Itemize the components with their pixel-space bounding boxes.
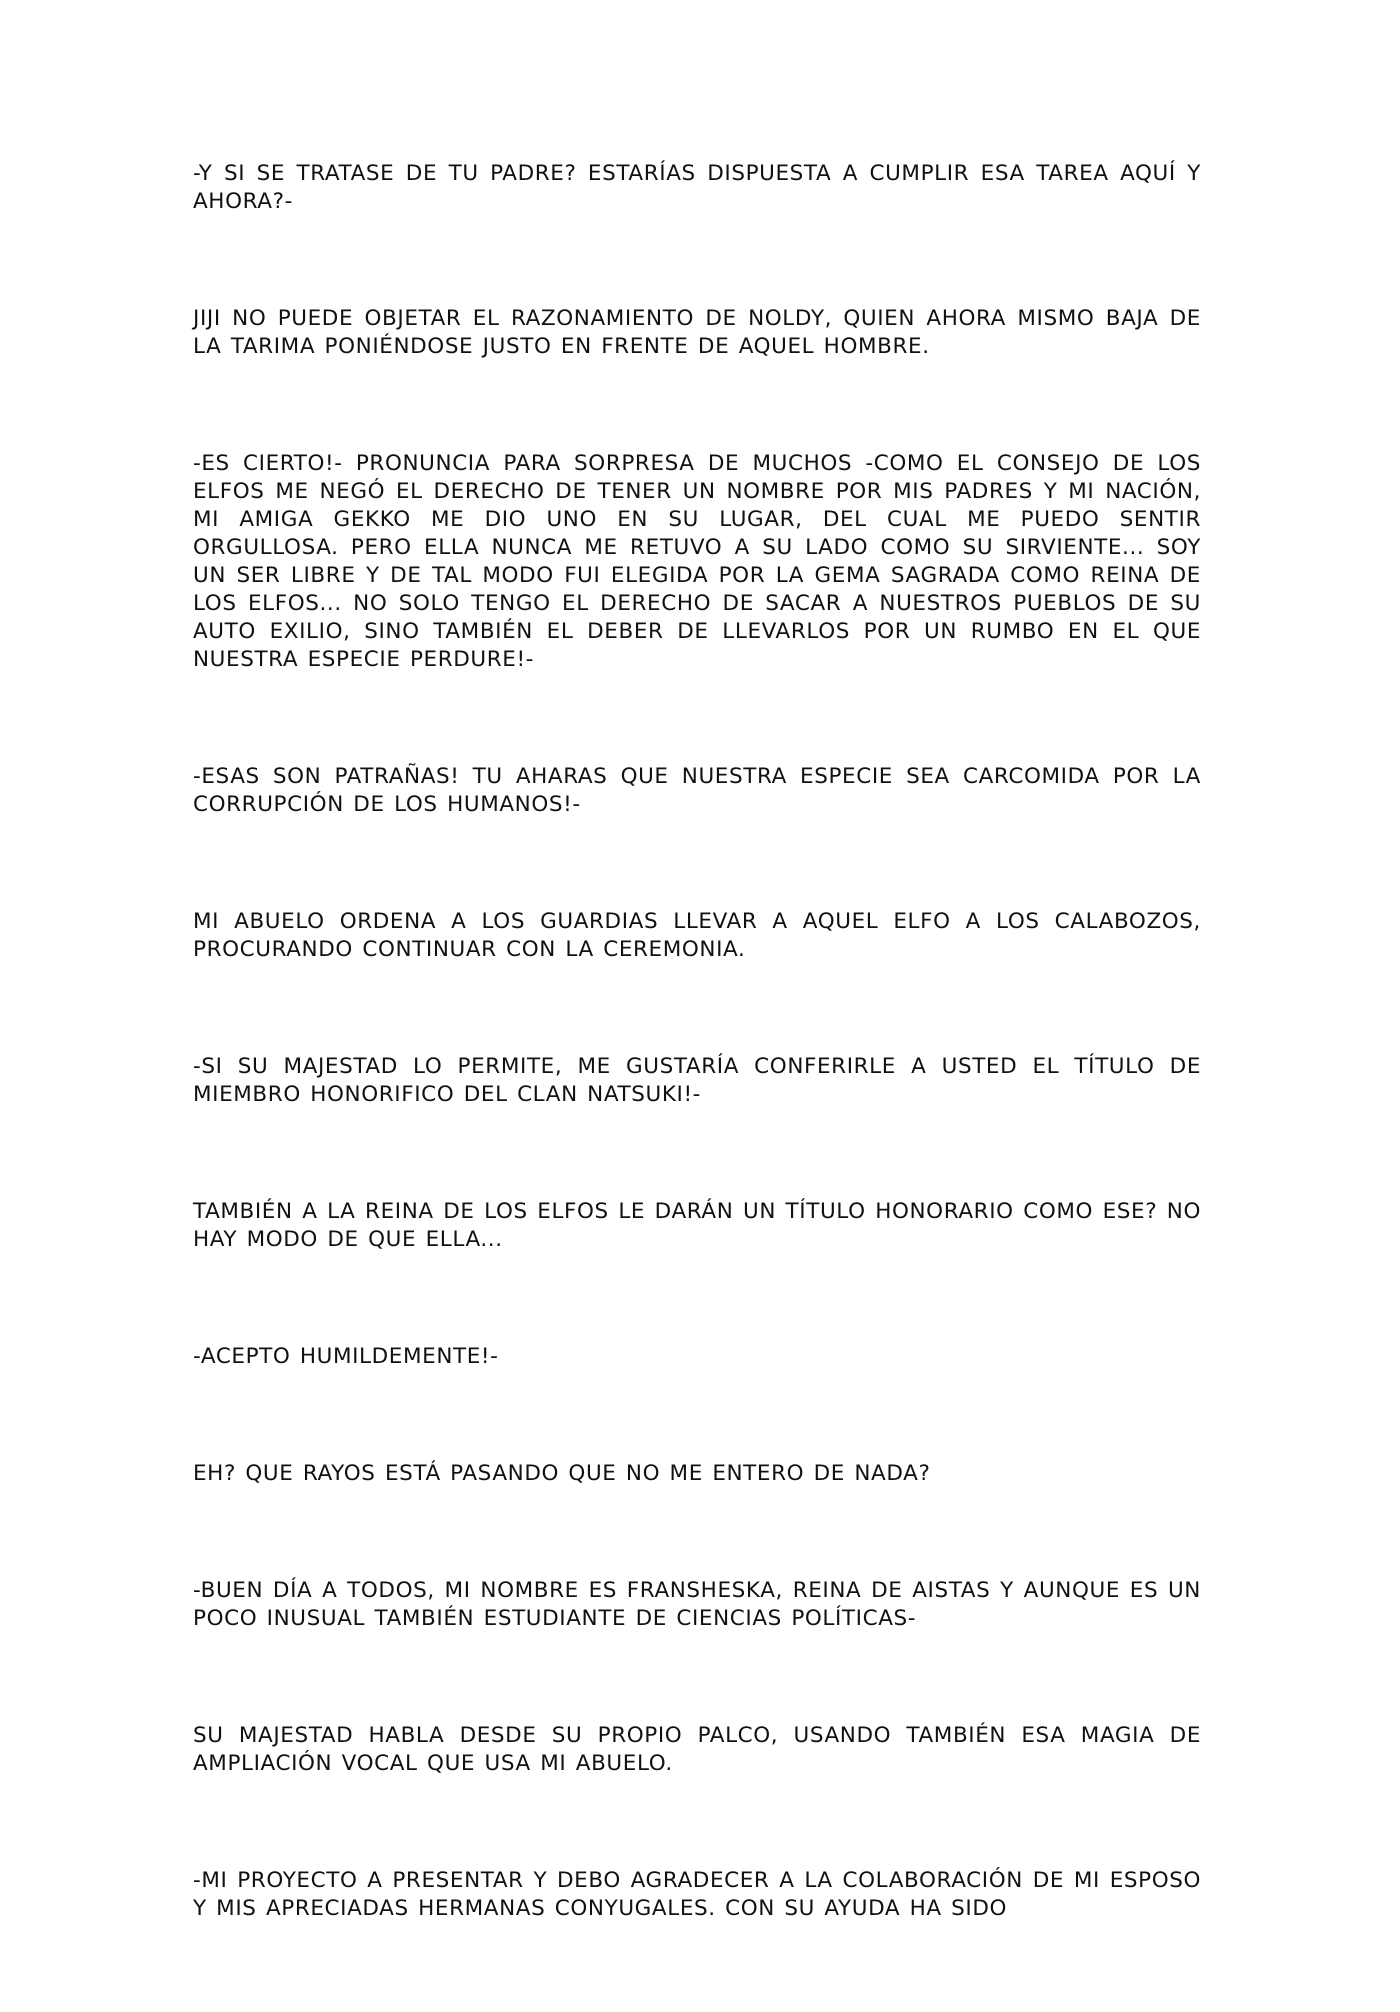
paragraph-11: SU MAJESTAD HABLA DESDE SU PROPIO PALCO, USANDO TAMBIÉN ESA MAGIA DE AMPLIACIÓN VOCAL QUE USA MI ABUELO. [193, 1723, 1201, 1776]
paragraph-2: JIJI NO PUEDE OBJETAR EL RAZONAMIENTO DE NOLDY, QUIEN AHORA MISMO BAJA DE LA TARIMA PONIÉNDOSE JUSTO EN FRENTE DE AQUEL HOMBRE. [193, 306, 1201, 359]
paragraph-7: TAMBIÉN A LA REINA DE LOS ELFOS LE DARÁN UN TÍTULO HONORARIO COMO ESE? NO HAY MODO DE QUE ELLA... [193, 1199, 1201, 1252]
paragraph-8: -ACEPTO HUMILDEMENTE!- [193, 1344, 499, 1369]
paragraph-4: -ESAS SON PATRAÑAS! TU AHARAS QUE NUESTRA ESPECIE SEA CARCOMIDA POR LA CORRUPCIÓN DE LOS HUMANOS!- [193, 764, 1201, 817]
paragraph-3: -ES CIERTO!- PRONUNCIA PARA SORPRESA DE MUCHOS -COMO EL CONSEJO DE LOS ELFOS ME NEGÓ EL DERECHO DE TENER UN NOMBRE POR MIS PADRES Y MI NACIÓN, MI AMIGA GEKKO ME DIO UNO EN SU LUGAR, DEL CUAL ME PUEDO SENTIR ORGULLOSA. PERO ELLA NUNCA ME RETUVO A SU LADO COMO SU SIRVIENTE... SOY UN SER LIBRE Y DE TAL MODO FUI ELEGIDA POR LA GEMA SAGRADA COMO REINA DE LOS ELFOS... NO SOLO TENGO EL DERECHO DE SACAR A NUESTROS PUEBLOS DE SU AUTO EXILIO, SINO TAMBIÉN EL DEBER DE LLEVARLOS POR UN RUMBO EN EL QUE NUESTRA ESPECIE PERDURE!- [193, 451, 1201, 672]
paragraph-1: -Y SI SE TRATASE DE TU PADRE? ESTARÍAS DISPUESTA A CUMPLIR ESA TAREA AQUÍ Y AHORA?- [193, 161, 1201, 214]
paragraph-12: -MI PROYECTO A PRESENTAR Y DEBO AGRADECER A LA COLABORACIÓN DE MI ESPOSO Y MIS APRECIADAS HERMANAS CONYUGALES. CON SU AYUDA HA SIDO [193, 1868, 1201, 1921]
text-body [193, 160, 1201, 2012]
paragraph-6: -SI SU MAJESTAD LO PERMITE, ME GUSTARÍA CONFERIRLE A USTED EL TÍTULO DE MIEMBRO HONORIFICO DEL CLAN NATSUKI!- [193, 1054, 1201, 1107]
paragraph-10: -BUEN DÍA A TODOS, MI NOMBRE ES FRANSHESKA, REINA DE AISTAS Y AUNQUE ES UN POCO INUSUAL TAMBIÉN ESTUDIANTE DE CIENCIAS POLÍTICAS- [193, 1578, 1201, 1631]
paragraph-9: EH? QUE RAYOS ESTÁ PASANDO QUE NO ME ENTERO DE NADA? [193, 1461, 931, 1486]
paragraph-5: MI ABUELO ORDENA A LOS GUARDIAS LLEVAR A AQUEL ELFO A LOS CALABOZOS, PROCURANDO CONTINUAR CON LA CEREMONIA. [193, 909, 1201, 962]
